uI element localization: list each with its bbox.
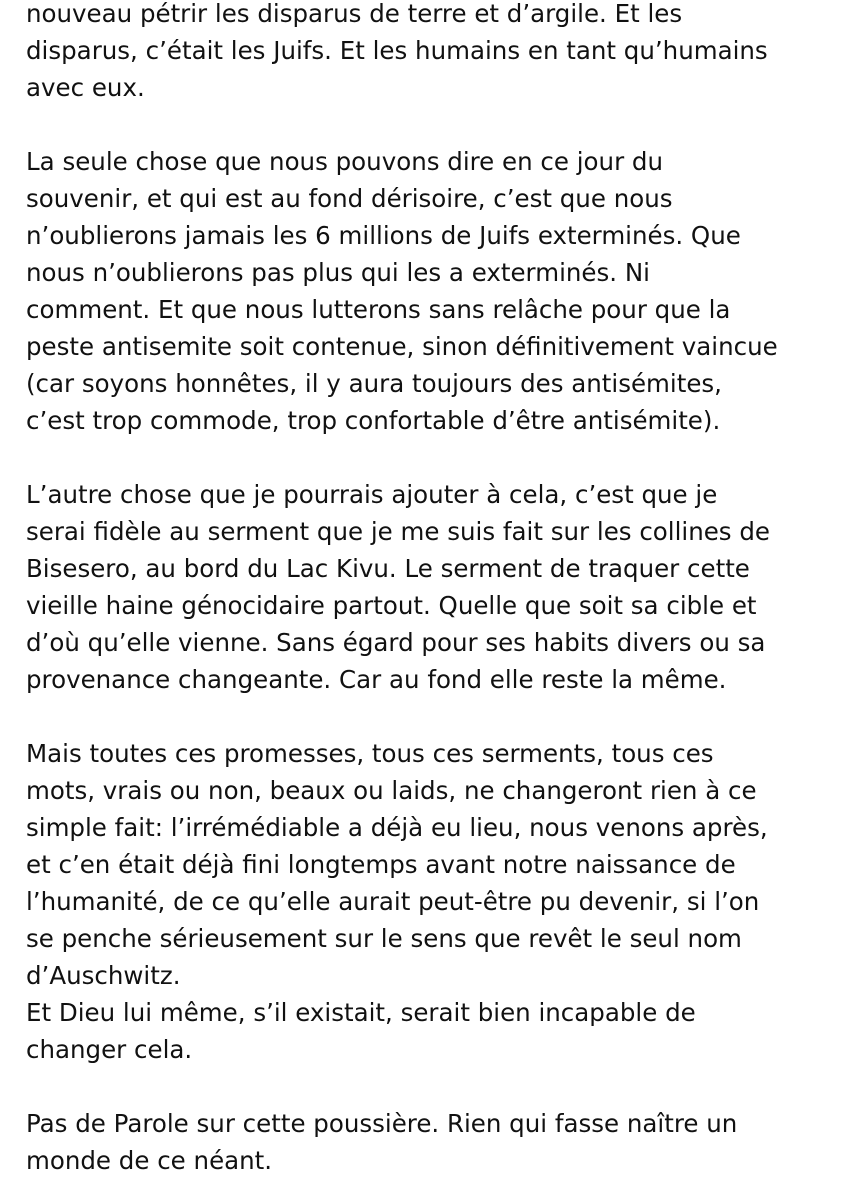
text-line: disparus, c’était les Juifs. Et les humains en tant qu’humains — [26, 36, 768, 65]
text-line: monde de ce néant. — [26, 1146, 273, 1175]
text-line: avec eux. — [26, 73, 145, 102]
text-line: l’humanité, de ce qu’elle aurait peut-être pu devenir, si l’on — [26, 887, 760, 916]
text-line: (car soyons honnêtes, il y aura toujours des antisémites, — [26, 369, 722, 398]
text-line: peste antisemite soit contenue, sinon définitivement vaincue — [26, 332, 778, 361]
text-line: comment. Et que nous lutterons sans relâche pour que la — [26, 295, 731, 324]
text-line: vieille haine génocidaire partout. Quelle que soit sa cible et — [26, 591, 757, 620]
text-line: d’où qu’elle vienne. Sans égard pour ses habits divers ou sa — [26, 628, 766, 657]
text-line: n’oublierons jamais les 6 millions de Juifs exterminés. Que — [26, 221, 741, 250]
text-line: souvenir, et qui est au fond dérisoire, c’est que nous — [26, 184, 673, 213]
text-line: La seule chose que nous pouvons dire en ce jour du — [26, 147, 664, 176]
paragraph-2 — [26, 143, 832, 439]
paragraph-1 — [26, 0, 832, 106]
paragraph-gap — [26, 698, 832, 735]
text-line: nous n’oublierons pas plus qui les a exterminés. Ni — [26, 258, 650, 287]
text-line: mots, vrais ou non, beaux ou laids, ne changeront rien à ce — [26, 776, 757, 805]
text-line: Et Dieu lui même, s’il existait, serait bien incapable de — [26, 998, 696, 1027]
paragraph-5 — [26, 1105, 832, 1179]
text-line: Mais toutes ces promesses, tous ces serments, tous ces — [26, 739, 714, 768]
text-line: Pas de Parole sur cette poussière. Rien qui fasse naître un — [26, 1109, 738, 1138]
text-line: simple fait: l’irrémédiable a déjà eu lieu, nous venons après, — [26, 813, 768, 842]
text-line: et c’en était déjà fini longtemps avant notre naissance de — [26, 850, 736, 879]
text-line: Bisesero, au bord du Lac Kivu. Le serment de traquer cette — [26, 554, 750, 583]
paragraph-gap — [26, 106, 832, 143]
text-line: nouveau pétrir les disparus de terre et d’argile. Et les — [26, 0, 683, 28]
paragraph-4 — [26, 735, 832, 1068]
text-line: d’Auschwitz. — [26, 961, 181, 990]
text-line: se penche sérieusement sur le sens que revêt le seul nom — [26, 924, 742, 953]
text-line: provenance changeante. Car au fond elle reste la même. — [26, 665, 727, 694]
text-line: serai fidèle au serment que je me suis fait sur les collines de — [26, 517, 770, 546]
text-line: changer cela. — [26, 1035, 193, 1064]
text-line: c’est trop commode, trop confortable d’être antisémite). — [26, 406, 721, 435]
paragraph-gap — [26, 1068, 832, 1105]
paragraph-gap — [26, 439, 832, 476]
paragraph-3 — [26, 476, 832, 698]
text-line: L’autre chose que je pourrais ajouter à cela, c’est que je — [26, 480, 718, 509]
